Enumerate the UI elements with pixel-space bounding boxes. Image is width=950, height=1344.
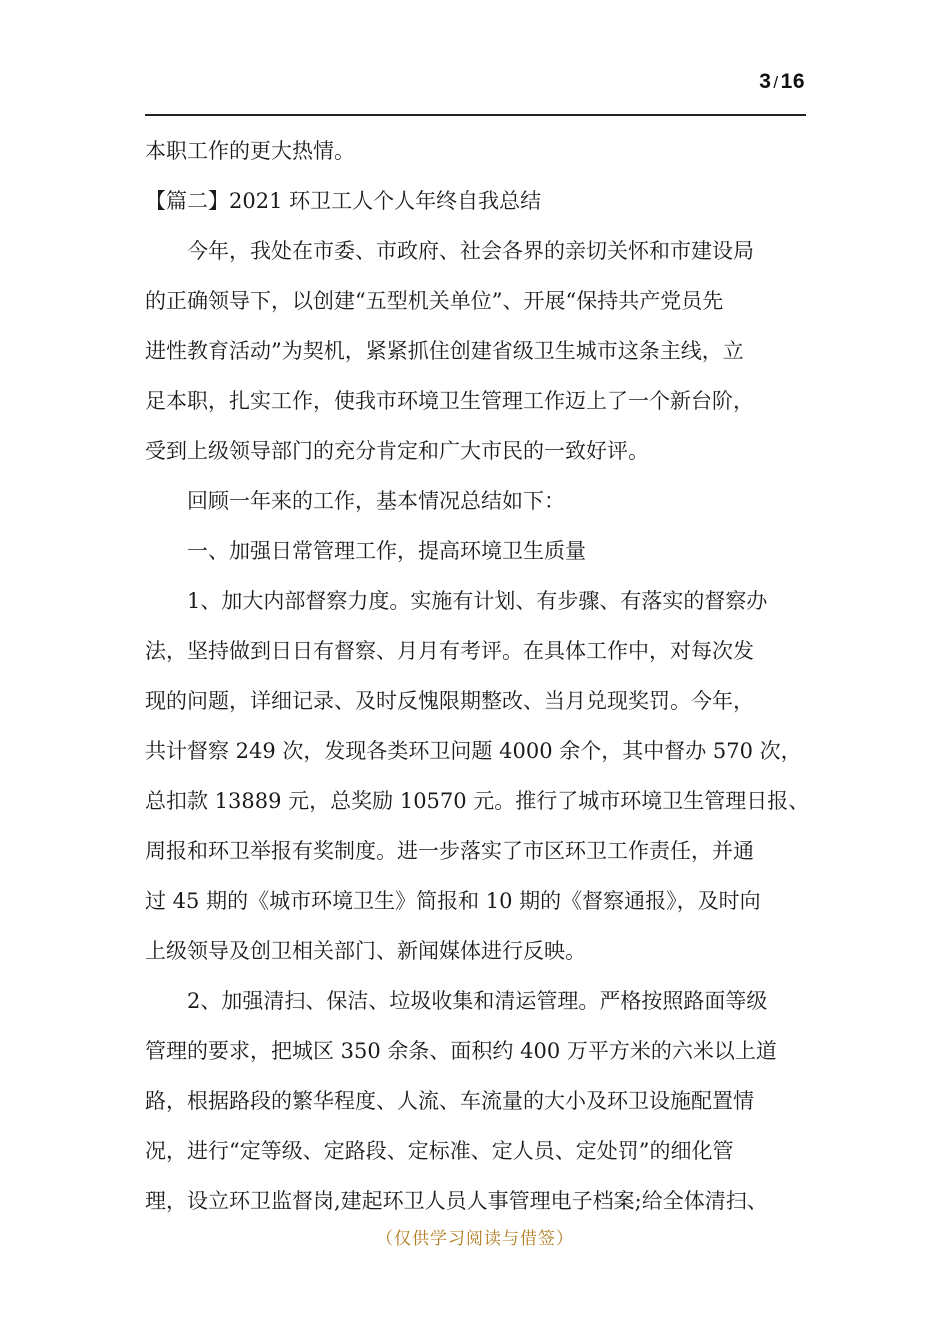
text-line: 周报和环卫举报有奖制度。进一步落实了市区环卫工作责任，并通 bbox=[145, 839, 754, 863]
text-line: 现的问题，详细记录、及时反愧限期整改、当月兑现奖罚。今年， bbox=[145, 689, 754, 713]
section-heading: 【篇二】2021 环卫工人个人年终自我总结 bbox=[145, 189, 542, 213]
text-line: 本职工作的更大热情。 bbox=[145, 139, 355, 163]
text-line: 法，坚持做到日日有督察、月月有考评。在具体工作中，对每次发 bbox=[145, 639, 754, 663]
text-line: 受到上级领导部门的充分肯定和广大市民的一致好评。 bbox=[145, 439, 649, 463]
text-line: 况，进行“定等级、定路段、定标准、定人员、定处罚”的细化管 bbox=[145, 1139, 734, 1163]
text-line: 过 45 期的《城市环境卫生》简报和 10 期的《督察通报》，及时向 bbox=[145, 889, 761, 913]
text-line: 足本职，扎实工作，使我市环境卫生管理工作迈上了一个新台阶， bbox=[145, 389, 754, 413]
text-line: 共计督察 249 次，发现各类环卫问题 4000 余个，其中督办 570 次， bbox=[145, 739, 802, 763]
text-line: 理，设立环卫监督岗,建起环卫人员人事管理电子档案;给全体清扫、 bbox=[145, 1189, 768, 1213]
text-line: 1、加大内部督察力度。实施有计划、有步骤、有落实的督察办 bbox=[187, 589, 768, 613]
page-number bbox=[759, 70, 805, 94]
text-line: 上级领导及创卫相关部门、新闻媒体进行反映。 bbox=[145, 939, 586, 963]
footer-disclaimer: （仅供学习阅读与借签） bbox=[376, 1229, 574, 1249]
text-line: 总扣款 13889 元，总奖励 10570 元。推行了城市环境卫生管理日报、 bbox=[145, 789, 810, 813]
page-separator: / bbox=[773, 73, 779, 92]
text-line: 2、加强清扫、保洁、垃圾收集和清运管理。严格按照路面等级 bbox=[187, 989, 768, 1013]
text-line: 进性教育活动”为契机，紧紧抓住创建省级卫生城市这条主线，立 bbox=[145, 339, 744, 363]
text-line: 管理的要求，把城区 350 余条、面积约 400 万平方米的六米以上道 bbox=[145, 1039, 777, 1063]
page-total: 16 bbox=[780, 70, 805, 93]
text-line: 今年，我处在市委、市政府、社会各界的亲切关怀和市建设局 bbox=[187, 239, 754, 263]
text-line: 的正确领导下，以创建“五型机关单位”、开展“保持共产党员先 bbox=[145, 289, 724, 313]
document-body bbox=[145, 126, 813, 1226]
text-line: 回顾一年来的工作，基本情况总结如下： bbox=[187, 489, 565, 513]
header-divider bbox=[145, 114, 806, 116]
page-current: 3 bbox=[759, 70, 772, 93]
subsection-heading: 一、加强日常管理工作，提高环境卫生质量 bbox=[187, 539, 586, 563]
text-line: 路，根据路段的繁华程度、人流、车流量的大小及环卫设施配置情 bbox=[145, 1089, 754, 1113]
